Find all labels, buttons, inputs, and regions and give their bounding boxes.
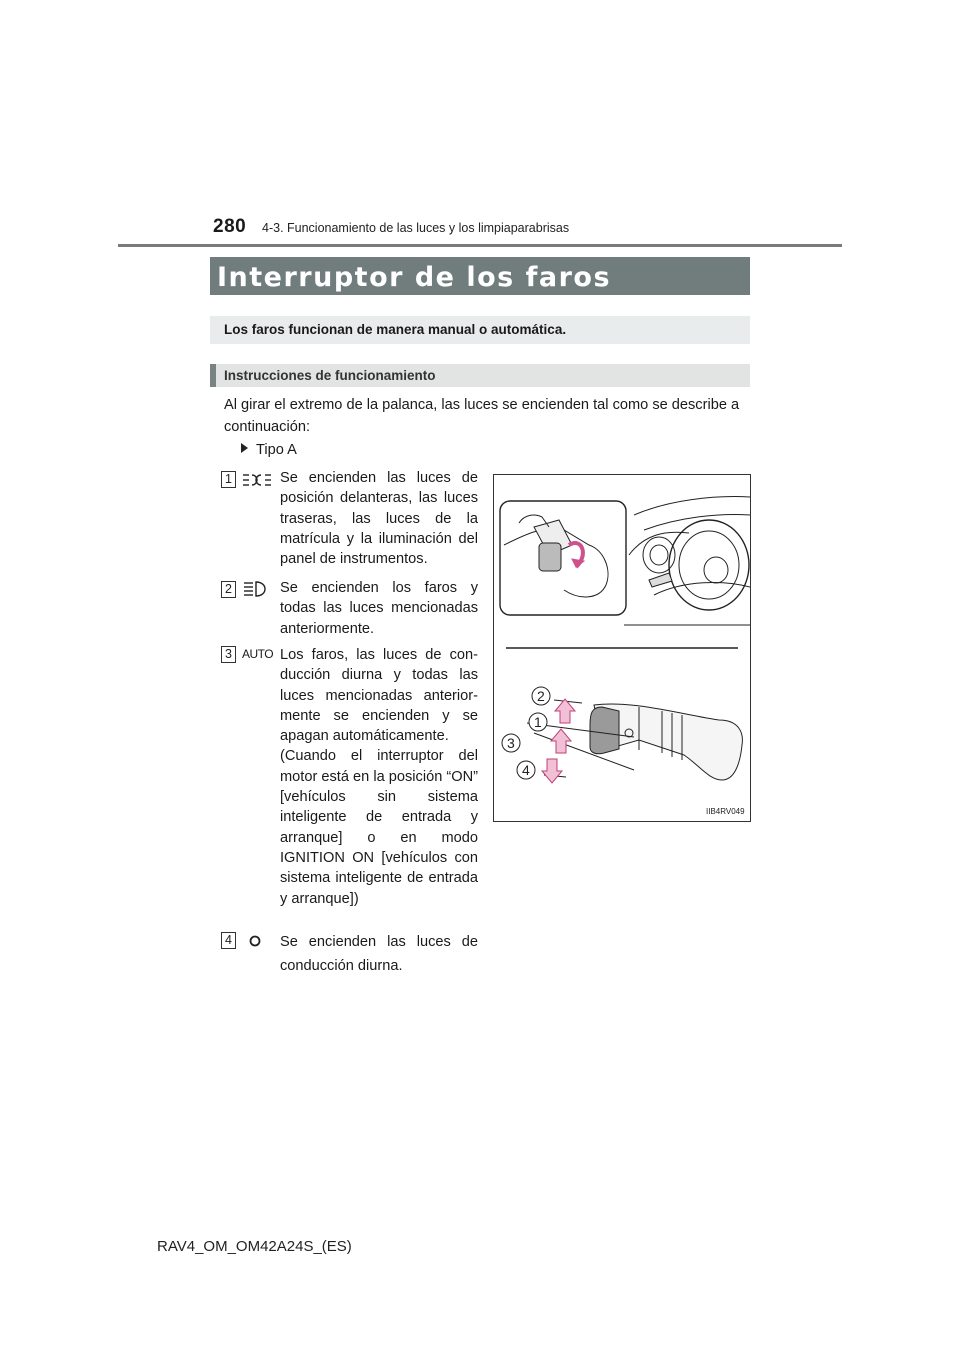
item-number-1: 1 <box>221 471 236 488</box>
type-label <box>241 442 297 458</box>
parking-lights-icon <box>242 470 272 490</box>
auto-icon: AUTO <box>242 647 274 661</box>
item-3-description: Los faros, las luces de con-ducción diurna y todas las luces mencionadas anterior-mente se encienden y se apagan automáticamente. <box>280 647 478 745</box>
callout-3: 3 <box>507 735 515 751</box>
title-bar <box>210 257 750 295</box>
instructions-heading: Instrucciones de funcionamiento <box>224 368 436 383</box>
callout-4: 4 <box>522 762 530 778</box>
figure-code: IIB4RV049 <box>706 807 745 816</box>
switch-illustration <box>493 474 751 822</box>
item-1-text: Se encienden las luces de posición delanteras, las luces traseras, las luces de la matrícula y la iluminación del panel de instrumentos. <box>280 470 478 568</box>
page-number: 280 <box>213 216 247 237</box>
intro-box <box>210 316 750 344</box>
item-4-text: Se encienden las luces de conducción diurna. <box>280 934 478 974</box>
item-2-text: Se encienden los faros y todas las luces mencionadas anteriormente. <box>280 580 478 637</box>
item-number-4: 4 <box>221 932 236 949</box>
item-3-text <box>280 645 478 909</box>
headlight-icon <box>242 579 272 599</box>
triangle-bullet-icon <box>241 443 248 453</box>
heading-accent <box>210 364 216 387</box>
intro-text: Los faros funcionan de manera manual o automática. <box>224 322 567 337</box>
document-footer: RAV4_OM_OM42A24S_(ES) <box>157 1238 352 1255</box>
section-title: 4-3. Funcionamiento de las luces y los limpiaparabrisas <box>262 221 570 235</box>
page-title: Interruptor de los faros <box>217 262 612 293</box>
item-number-2: 2 <box>221 581 236 598</box>
callout-1: 1 <box>534 714 542 730</box>
item-3-note: (Cuando el interruptor del motor está en la posición “ON” [vehículos sin sistema inteligente de entrada y arranque] o en modo IGNITION ON [vehículos con sistema inteligente de entrada y arranque]) <box>280 748 478 907</box>
type-label-text: Tipo A <box>256 442 297 458</box>
illustration-drawing <box>494 475 750 821</box>
callout-2: 2 <box>537 688 545 704</box>
instructions-body: Al girar el extremo de la palanca, las luces se encienden tal como se describe a continuación: <box>224 397 740 435</box>
header-divider <box>118 244 842 247</box>
drl-icon <box>248 934 262 948</box>
item-number-3: 3 <box>221 646 236 663</box>
instructions-heading-bar <box>210 364 750 387</box>
